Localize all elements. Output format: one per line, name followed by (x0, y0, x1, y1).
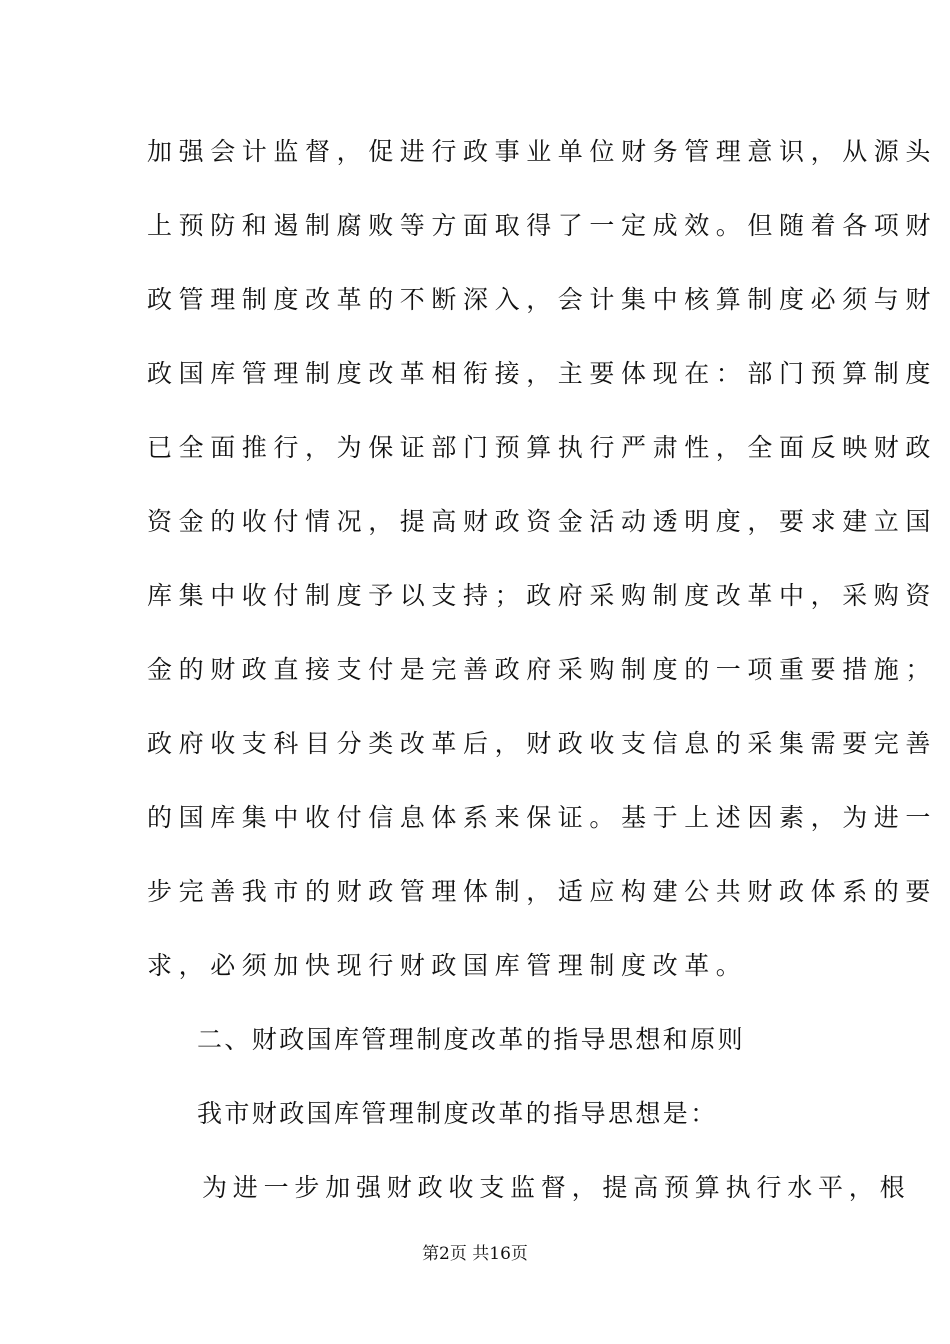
section-heading: 二、财政国库管理制度改革的指导思想和原则 (197, 1025, 746, 1054)
paragraph-line: 的国库集中收付信息体系来保证。基于上述因素，为进一 (147, 803, 938, 832)
paragraph-line: 上预防和遏制腐败等方面取得了一定成效。但随着各项财 (147, 211, 938, 240)
page-number: 第2页 共16页 (422, 1244, 528, 1264)
paragraph-line: 资金的收付情况，提高财政资金活动透明度，要求建立国 (147, 507, 938, 536)
paragraph-line: 步完善我市的财政管理体制，适应构建公共财政体系的要 (147, 877, 938, 906)
paragraph-line: 为进一步加强财政收支监督，提高预算执行水平，根 (202, 1173, 911, 1202)
body-text (147, 132, 938, 1242)
paragraph-line: 政国库管理制度改革相衔接，主要体现在：部门预算制度 (147, 359, 938, 388)
guiding-intro: 我市财政国库管理制度改革的指导思想是： (197, 1099, 718, 1128)
paragraph-line: 政府收支科目分类改革后，财政收支信息的采集需要完善 (147, 729, 938, 758)
paragraph-line: 加强会计监督，促进行政事业单位财务管理意识，从源头 (147, 137, 938, 166)
paragraph-line: 求，必须加快现行财政国库管理制度改革。 (147, 951, 748, 980)
paragraph-line: 政管理制度改革的不断深入，会计集中核算制度必须与财 (147, 285, 938, 314)
paragraph-line: 金的财政直接支付是完善政府采购制度的一项重要措施； (147, 655, 938, 684)
paragraph-line: 已全面推行，为保证部门预算执行严肃性，全面反映财政 (147, 433, 938, 462)
paragraph-line: 库集中收付制度予以支持；政府采购制度改革中，采购资 (147, 581, 938, 610)
